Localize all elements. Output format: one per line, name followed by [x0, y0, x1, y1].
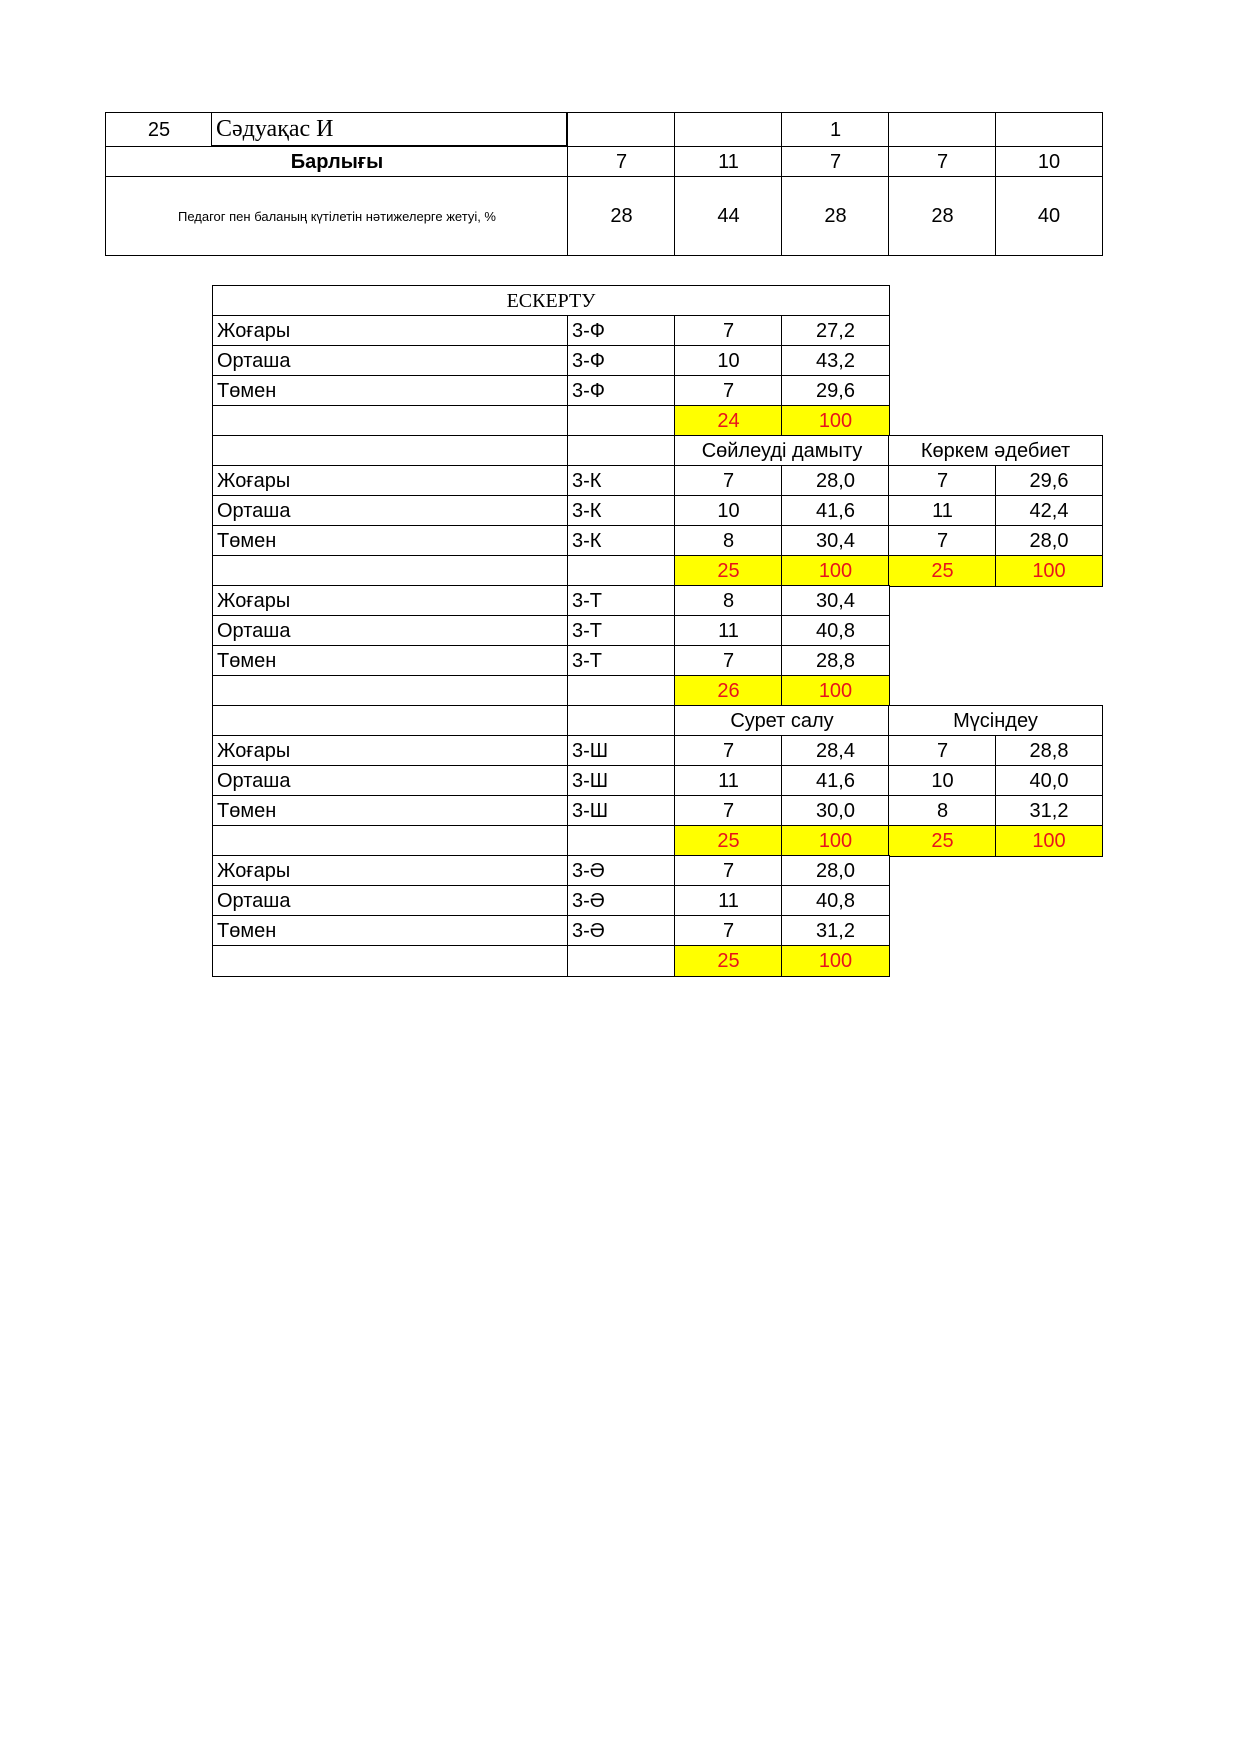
- percent-cell: 28: [567, 176, 676, 256]
- percent-cell: 31,2: [995, 795, 1103, 827]
- group-total-percent: 100: [995, 555, 1103, 587]
- group-code: 3-Ә: [567, 885, 676, 917]
- count-cell: 11: [674, 615, 783, 647]
- group-code: 3-Ш: [567, 795, 676, 827]
- total-cell: 7: [888, 146, 997, 178]
- level-label: Төмен: [212, 915, 569, 947]
- level-label: Орташа: [212, 885, 569, 917]
- level-label: Жоғары: [212, 855, 569, 887]
- percent-cell: 41,6: [781, 495, 890, 527]
- percent-cell: 31,2: [781, 915, 890, 947]
- count-cell: 11: [674, 885, 783, 917]
- count-cell: 7: [674, 915, 783, 947]
- empty-cell: [567, 675, 676, 707]
- count-cell: 8: [674, 525, 783, 557]
- subject-header-fiction: Көркем әдебиет: [888, 435, 1103, 467]
- count-cell: 7: [674, 855, 783, 887]
- group-code: 3-Ш: [567, 765, 676, 797]
- group-code: 3-К: [567, 495, 676, 527]
- level-label: Жоғары: [212, 315, 569, 347]
- percent-cell: 41,6: [781, 765, 890, 797]
- percent-cell: 28,4: [781, 735, 890, 767]
- percent-cell: 27,2: [781, 315, 890, 347]
- group-code: 3-К: [567, 465, 676, 497]
- percent-cell: 30,4: [781, 525, 890, 557]
- empty-cell: [212, 945, 569, 977]
- score-cell: [674, 112, 783, 148]
- group-total-percent: 100: [781, 555, 890, 587]
- count-cell: 8: [674, 585, 783, 617]
- percent-cell: 28,0: [781, 465, 890, 497]
- level-label: Төмен: [212, 645, 569, 677]
- child-name: Сәдуақас И: [211, 112, 569, 148]
- level-label: Орташа: [212, 765, 569, 797]
- percent-cell: 29,6: [781, 375, 890, 407]
- percent-cell: 28,0: [995, 525, 1103, 557]
- count-cell: 7: [888, 525, 997, 557]
- score-cell: 1: [781, 112, 890, 148]
- group-code: 3-Ә: [567, 915, 676, 947]
- total-cell: 10: [995, 146, 1103, 178]
- count-cell: 7: [888, 465, 997, 497]
- total-label: Барлығы: [105, 146, 569, 178]
- percent-cell: 28,0: [781, 855, 890, 887]
- count-cell: 10: [674, 345, 783, 377]
- percent-cell: 28,8: [781, 645, 890, 677]
- group-total-percent: 100: [781, 945, 890, 977]
- count-cell: 10: [674, 495, 783, 527]
- row-number: 25: [105, 112, 213, 148]
- percent-cell: 40,8: [781, 885, 890, 917]
- group-total-count: 25: [674, 825, 783, 857]
- subject-header-drawing: Сурет салу: [674, 705, 890, 737]
- group-code: 3-Ф: [567, 345, 676, 377]
- group-code: 3-Ә: [567, 855, 676, 887]
- percent-cell: 28,8: [995, 735, 1103, 767]
- level-label: Жоғары: [212, 465, 569, 497]
- group-total-percent: 100: [995, 825, 1103, 857]
- percent-cell: 28: [888, 176, 997, 256]
- percent-cell: 40,0: [995, 765, 1103, 797]
- empty-cell: [212, 825, 569, 857]
- level-label: Төмен: [212, 375, 569, 407]
- level-label: Орташа: [212, 615, 569, 647]
- total-cell: 7: [781, 146, 890, 178]
- percent-cell: 29,6: [995, 465, 1103, 497]
- empty-cell: [567, 705, 676, 737]
- count-cell: 7: [674, 465, 783, 497]
- percent-cell: 42,4: [995, 495, 1103, 527]
- group-code: 3-К: [567, 525, 676, 557]
- summary-title: ЕСКЕРТУ: [212, 285, 890, 317]
- percent-cell: 40,8: [781, 615, 890, 647]
- group-code: 3-Ш: [567, 735, 676, 767]
- percent-cell: 43,2: [781, 345, 890, 377]
- total-cell: 7: [567, 146, 676, 178]
- percent-cell: 40: [995, 176, 1103, 256]
- group-total-percent: 100: [781, 405, 890, 437]
- count-cell: 8: [888, 795, 997, 827]
- group-code: 3-Т: [567, 615, 676, 647]
- level-label: Жоғары: [212, 735, 569, 767]
- score-cell: [888, 112, 997, 148]
- level-label: Төмен: [212, 795, 569, 827]
- empty-cell: [567, 945, 676, 977]
- percent-cell: 44: [674, 176, 783, 256]
- group-total-count: 25: [674, 555, 783, 587]
- percent-label: Педагог пен баланың күтілетін нәтижелерге жетуі, %: [105, 176, 569, 256]
- group-code: 3-Т: [567, 645, 676, 677]
- empty-cell: [567, 435, 676, 467]
- group-total-percent: 100: [781, 675, 890, 707]
- percent-cell: 28: [781, 176, 890, 256]
- subject-header-sculpting: Мүсіндеу: [888, 705, 1103, 737]
- level-label: Жоғары: [212, 585, 569, 617]
- score-cell: [995, 112, 1103, 148]
- count-cell: 7: [674, 735, 783, 767]
- percent-cell: 30,4: [781, 585, 890, 617]
- count-cell: 7: [674, 315, 783, 347]
- empty-cell: [212, 555, 569, 587]
- level-label: Орташа: [212, 495, 569, 527]
- empty-cell: [212, 435, 569, 467]
- percent-cell: 30,0: [781, 795, 890, 827]
- group-total-percent: 100: [781, 825, 890, 857]
- group-total-count: 24: [674, 405, 783, 437]
- count-cell: 7: [674, 795, 783, 827]
- group-code: 3-Ф: [567, 315, 676, 347]
- count-cell: 10: [888, 765, 997, 797]
- total-cell: 11: [674, 146, 783, 178]
- count-cell: 7: [888, 735, 997, 767]
- group-code: 3-Т: [567, 585, 676, 617]
- level-label: Төмен: [212, 525, 569, 557]
- count-cell: 11: [674, 765, 783, 797]
- group-total-count: 26: [674, 675, 783, 707]
- count-cell: 7: [674, 645, 783, 677]
- group-code: 3-Ф: [567, 375, 676, 407]
- empty-cell: [212, 405, 569, 437]
- empty-cell: [212, 675, 569, 707]
- subject-header-speech: Сөйлеуді дамыту: [674, 435, 890, 467]
- level-label: Орташа: [212, 345, 569, 377]
- group-total-count: 25: [888, 825, 997, 857]
- empty-cell: [212, 705, 569, 737]
- group-total-count: 25: [888, 555, 997, 587]
- count-cell: 11: [888, 495, 997, 527]
- empty-cell: [567, 405, 676, 437]
- empty-cell: [567, 555, 676, 587]
- score-cell: [567, 112, 676, 148]
- count-cell: 7: [674, 375, 783, 407]
- empty-cell: [567, 825, 676, 857]
- group-total-count: 25: [674, 945, 783, 977]
